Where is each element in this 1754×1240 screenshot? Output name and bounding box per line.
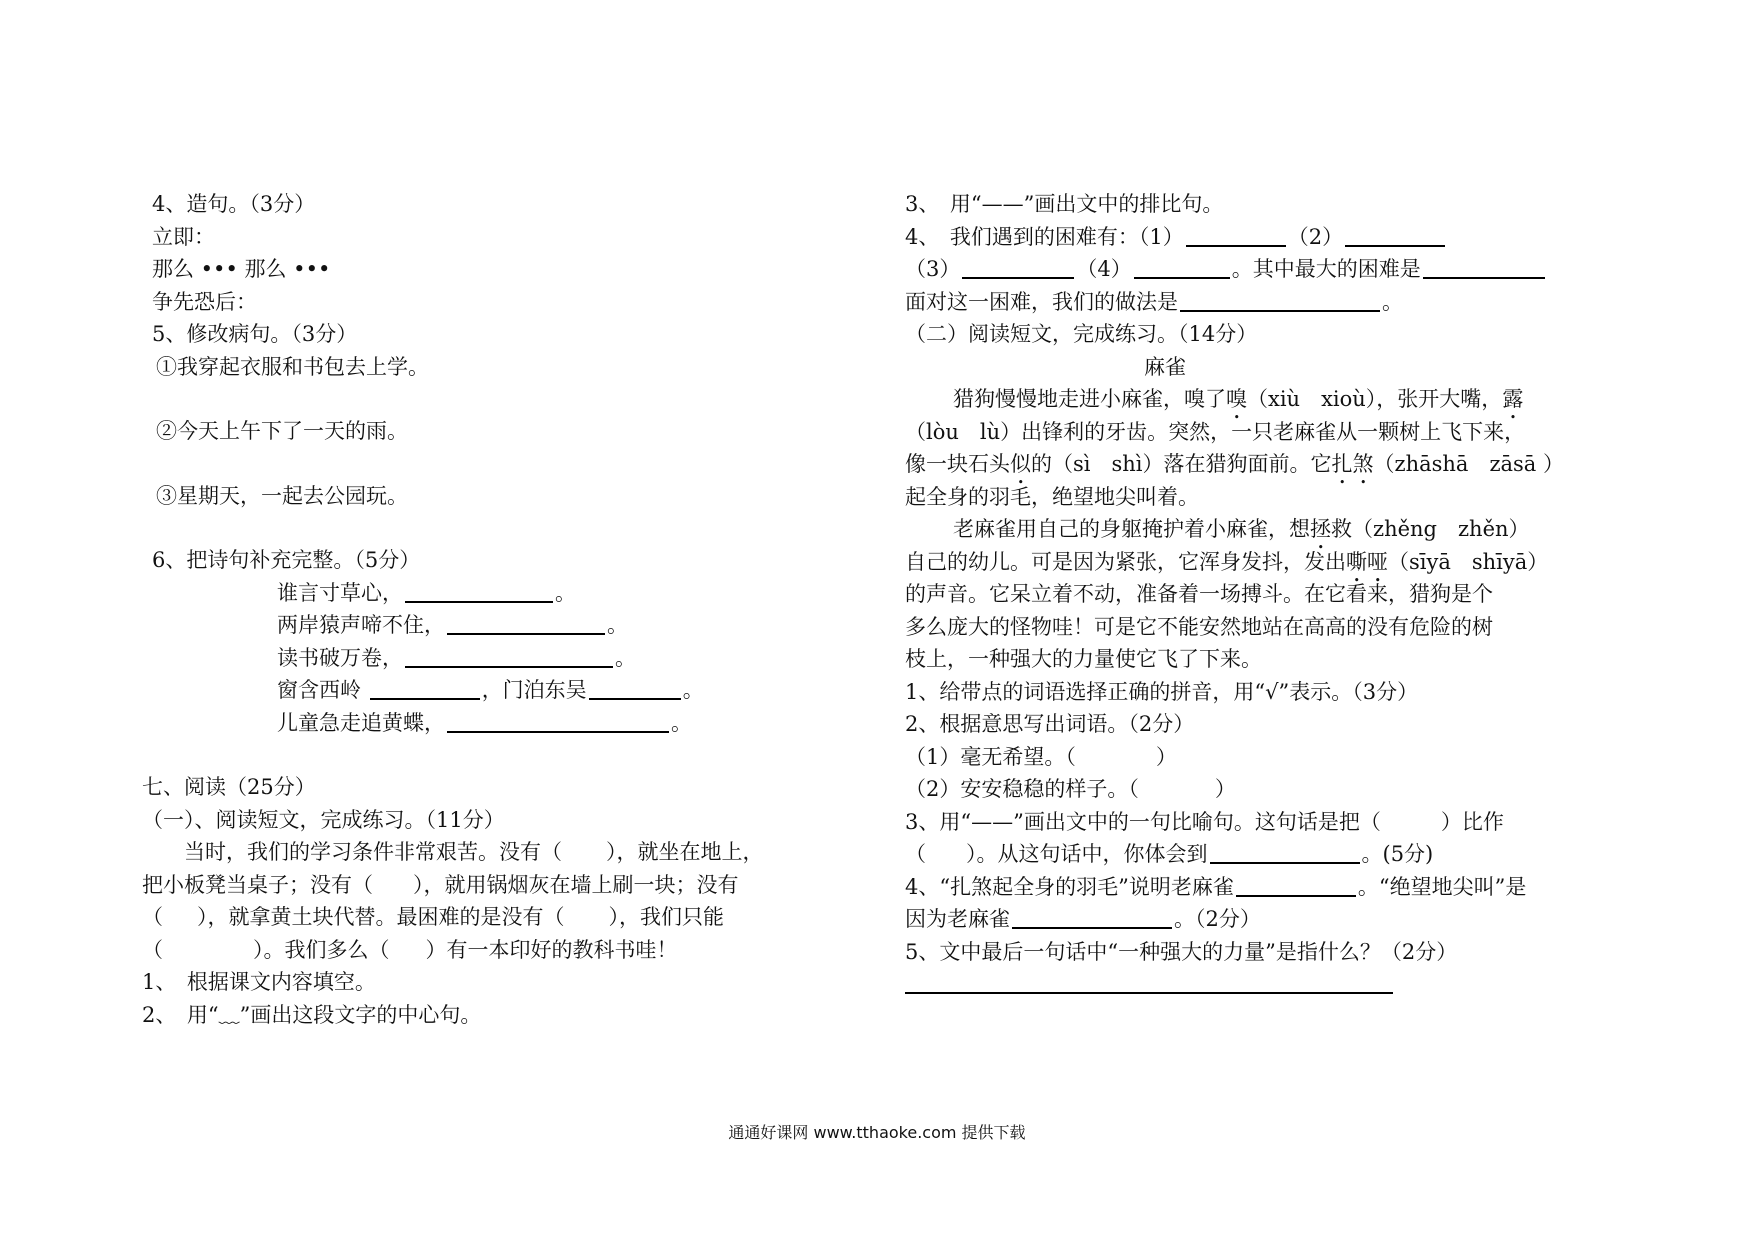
story-line-8: 多么庞大的怪物哇！可是它不能安然地站在高高的没有危险的树 bbox=[905, 614, 1493, 639]
passage-line-4: （ ）。我们多么（ ）有一本印好的教科书哇！ bbox=[142, 937, 678, 962]
answer-blank[interactable] bbox=[405, 581, 553, 603]
question-b4-line-2: 因为老麻雀 。（2分） bbox=[905, 907, 1261, 931]
answer-blank[interactable] bbox=[1345, 225, 1445, 247]
answer-blank[interactable] bbox=[447, 711, 669, 733]
story-line-1: 猎狗慢慢地走进小麻雀，嗅了嗅（xiù xioù），张开大嘴，露 bbox=[953, 387, 1524, 411]
answer-blank[interactable] bbox=[370, 678, 480, 700]
question-b2: 2、根据意思写出词语。（2分） bbox=[905, 712, 1195, 736]
sub1-title: （一）、阅读短文，完成练习。（11分） bbox=[142, 807, 505, 832]
answer-blank[interactable] bbox=[1186, 225, 1286, 247]
footer-credit: 通通好课网 www.tthaoke.com 提供下载 bbox=[728, 1123, 1026, 1142]
question-b3-line-1: 3、用“——”画出文中的一句比喻句。这句话是把（ ）比作 bbox=[905, 809, 1504, 834]
poem-line-3: 读书破万卷， 。 bbox=[277, 645, 636, 670]
passage-line-1: 当时，我们的学习条件非常艰苦。没有（ ），就坐在地上， bbox=[184, 840, 764, 864]
sub2-title: （二）阅读短文，完成练习。（14分） bbox=[905, 322, 1258, 346]
q5-item-2: ②今天上午下了一天的雨。 bbox=[156, 419, 408, 443]
poem-text: 两岸猿声啼不住， bbox=[277, 613, 445, 637]
question-a3: 3、 用“——”画出文中的排比句。 bbox=[905, 192, 1224, 216]
passage-line-3: （ ），就拿黄土块代替。最困难的是没有（ ），我们只能 bbox=[142, 905, 724, 929]
question-b2-2: （2）安安稳稳的样子。（ ） bbox=[905, 777, 1236, 801]
poem-text: 谁言寸草心， bbox=[277, 580, 403, 605]
story-line-9: 枝上，一种强大的力量使它飞了下来。 bbox=[905, 647, 1262, 671]
story-line-4: 起全身的羽毛，绝望地尖叫着。 bbox=[905, 484, 1199, 509]
answer-blank[interactable] bbox=[962, 257, 1074, 279]
question-a2: 2、 用“﹏”画出这段文字的中心句。 bbox=[142, 1002, 482, 1027]
question-b5: 5、文中最后一句话中“一种强大的力量”是指什么？（2分） bbox=[905, 939, 1458, 964]
poem-line-5: 儿童急走追黄蝶， 。 bbox=[277, 710, 692, 735]
story-title: 麻雀 bbox=[1144, 354, 1186, 379]
answer-blank[interactable] bbox=[1236, 875, 1356, 897]
question-a1: 1、 根据课文内容填空。 bbox=[142, 970, 376, 994]
q6-title: 6、把诗句补充完整。（5分） bbox=[152, 548, 421, 572]
q4-title: 4、造句。（3分） bbox=[152, 192, 316, 216]
q5-title: 5、修改病句。（3分） bbox=[152, 322, 358, 346]
left-column bbox=[142, 188, 872, 1031]
question-a4-line-3: 面对这一困难，我们的做法是 。 bbox=[905, 289, 1403, 314]
section-7-title: 七、阅读（25分） bbox=[142, 775, 316, 799]
passage-line-2: 把小板凳当桌子；没有（ ），就用锅烟灰在墙上刷一块；没有 bbox=[142, 872, 739, 897]
answer-blank[interactable] bbox=[1210, 842, 1360, 864]
q4-item-2: 那么 ••• 那么 ••• bbox=[152, 257, 331, 281]
answer-blank[interactable] bbox=[1134, 257, 1230, 279]
question-b5-answer-line bbox=[905, 968, 1625, 1001]
poem-line-2: 两岸猿声啼不住， 。 bbox=[277, 613, 628, 637]
story-line-7: 的声音。它呆立着不动，准备着一场搏斗。在它看来，猎狗是个 bbox=[905, 582, 1493, 606]
story-line-5: 老麻雀用自己的身躯掩护着小麻雀，想拯救（zhěng zhěn） bbox=[953, 517, 1530, 541]
question-b1: 1、给带点的词语选择正确的拼音，用“√”表示。（3分） bbox=[905, 679, 1419, 704]
question-a4-line-2: （3） （4） 。其中最大的困难是 bbox=[905, 253, 1625, 286]
story-line-2: （lòu lù）出锋利的牙齿。突然，一只老麻雀从一颗树上飞下来， bbox=[905, 419, 1526, 444]
q5-item-3: ③星期天，一起去公园玩。 bbox=[156, 483, 408, 508]
story-line-6: 自己的幼儿。可是因为紧张，它浑身发抖，发出嘶哑（sīyā shīyā） bbox=[905, 549, 1549, 574]
question-b4-line-1: 4、“扎煞起全身的羽毛”说明老麻雀 。“绝望地尖叫”是 bbox=[905, 874, 1527, 899]
answer-blank[interactable] bbox=[447, 613, 605, 635]
q4-item-1: 立即： bbox=[152, 224, 215, 249]
poem-text: 读书破万卷， bbox=[277, 645, 403, 670]
q5-item-1: ①我穿起衣服和书包去上学。 bbox=[156, 354, 429, 379]
question-a4-line-1: 4、 我们遇到的困难有：（1） （2） bbox=[905, 221, 1625, 254]
poem-text: 窗含西岭 bbox=[277, 678, 361, 702]
answer-blank[interactable] bbox=[1180, 290, 1380, 312]
answer-blank[interactable] bbox=[589, 678, 681, 700]
poem-line-4: 窗含西岭 ，门泊东吴 。 bbox=[277, 678, 704, 702]
q4-item-3: 争先恐后： bbox=[152, 289, 257, 314]
story-line-3: 像一块石头似的（sì shì）落在猎狗面前。它扎煞（zhāshā zāsā ） bbox=[905, 452, 1565, 476]
poem-line-1: 谁言寸草心， 。 bbox=[277, 580, 576, 605]
right-column bbox=[905, 188, 1625, 1001]
answer-blank[interactable] bbox=[1012, 907, 1172, 929]
answer-blank[interactable] bbox=[1423, 257, 1545, 279]
poem-text: 儿童急走追黄蝶， bbox=[277, 710, 445, 735]
question-b3-line-2: （ ）。从这句话中，你体会到 。(5分) bbox=[905, 842, 1434, 866]
question-b2-1: （1）毫无希望。（ ） bbox=[905, 744, 1177, 769]
answer-blank[interactable] bbox=[405, 646, 613, 668]
answer-blank[interactable] bbox=[905, 972, 1393, 994]
